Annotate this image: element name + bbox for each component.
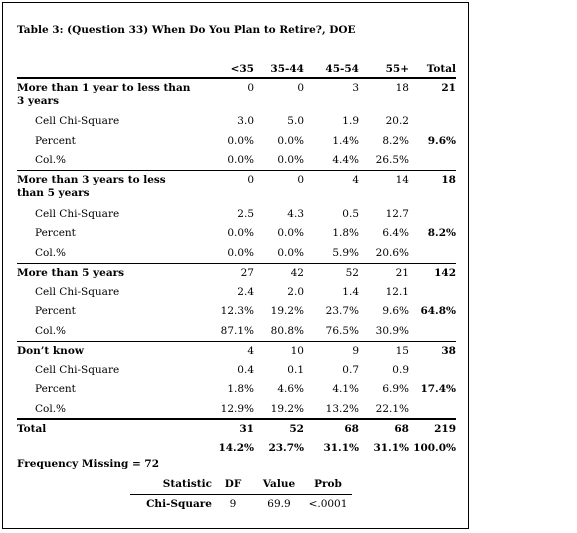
colpct-cell: 76.5% (325, 324, 359, 337)
frequency-missing: Frequency Missing = 72 (17, 458, 160, 470)
chi-cell: 5.0 (287, 115, 304, 127)
colpct-row (17, 244, 456, 264)
total-row (17, 419, 456, 439)
total-freq-cell: 219 (409, 419, 456, 439)
crosstab-table (17, 60, 456, 458)
empty-cell (409, 322, 456, 342)
total-label: Total (17, 419, 194, 439)
total-percent-row (17, 439, 456, 459)
colpct-cell: 12.9% (220, 402, 254, 415)
freq-cell: 4 (304, 171, 359, 205)
chi-cell: 0.4 (237, 363, 254, 376)
empty-cell (409, 283, 456, 303)
chi-row (17, 112, 456, 132)
stat-label: Col.% (35, 246, 67, 259)
pct-cell: 0.0% (277, 227, 304, 239)
freq-cell: 27 (194, 263, 254, 283)
pct-total-cell: 9.6% (427, 134, 456, 147)
colpct-row (17, 151, 456, 171)
header-col: 45-54 (304, 60, 359, 78)
header-col: <35 (194, 60, 254, 78)
stat-label: Col.% (35, 324, 67, 337)
total-pct-cell: 100.0% (413, 441, 456, 454)
freq-cell: 52 (304, 263, 359, 283)
chi-data-row (130, 495, 352, 515)
header-col: 55+ (359, 60, 409, 78)
chi-header: Prob (304, 478, 352, 495)
colpct-cell: 0.0% (277, 154, 304, 166)
colpct-cell: 0.0% (227, 246, 254, 259)
empty-cell (409, 205, 456, 225)
chi-row (17, 283, 456, 303)
pct-cell: 23.7% (325, 305, 359, 317)
pct-total-cell: 64.8% (420, 305, 456, 317)
empty-cell (409, 400, 456, 420)
empty-cell (409, 361, 456, 381)
stat-label: Col.% (35, 402, 67, 415)
stat-label: Percent (35, 227, 76, 239)
freq-total-cell: 142 (409, 263, 456, 283)
pct-cell: 4.6% (277, 383, 304, 395)
empty-cell (409, 151, 456, 171)
pct-cell: 12.3% (220, 305, 254, 317)
chi-row (17, 361, 456, 381)
colpct-row (17, 322, 456, 342)
colpct-cell: 19.2% (270, 402, 304, 415)
group-row (17, 78, 456, 112)
stat-label: Cell Chi-Square (35, 207, 120, 220)
chi-cell: 0.5 (342, 207, 359, 220)
chi-cell: 1.4 (342, 285, 359, 298)
chi-cell: 12.1 (385, 285, 409, 298)
group-row (17, 341, 456, 361)
total-freq-cell: 68 (304, 419, 359, 439)
chi-cell: 2.4 (237, 285, 254, 298)
pct-cell: 0.0% (227, 227, 254, 239)
group-label: More than 1 year to less than 3 years (17, 78, 194, 112)
freq-cell: 0 (254, 78, 304, 112)
header-row (17, 60, 456, 78)
colpct-cell: 30.9% (375, 324, 409, 337)
chi-value: 69.9 (267, 498, 291, 510)
freq-total-cell: 18 (409, 171, 456, 205)
total-pct-cell: 31.1% (323, 441, 359, 454)
freq-cell: 15 (359, 341, 409, 361)
colpct-cell: 26.5% (375, 154, 409, 166)
total-freq-cell: 52 (254, 419, 304, 439)
group-row (17, 263, 456, 283)
freq-cell: 9 (304, 341, 359, 361)
table-title: Table 3: (Question 33) When Do You Plan to Retire?, DOE (17, 24, 356, 36)
total-freq-cell: 31 (194, 419, 254, 439)
freq-cell: 42 (254, 263, 304, 283)
chi-prob: <.0001 (308, 498, 348, 510)
chi-cell: 1.9 (342, 115, 359, 127)
chi-cell: 12.7 (385, 207, 409, 220)
total-freq-cell: 68 (359, 419, 409, 439)
chi-cell: 2.5 (237, 207, 254, 220)
pct-cell: 19.2% (270, 305, 304, 317)
header-blank (17, 60, 194, 78)
total-pct-cell: 31.1% (373, 441, 409, 454)
colpct-cell: 22.1% (375, 402, 409, 415)
chi-cell: 20.2 (385, 115, 409, 127)
pct-total-cell: 17.4% (420, 383, 456, 395)
group-label: Don’t know (17, 341, 194, 361)
chi-header: Statistic (130, 478, 212, 495)
freq-cell: 10 (254, 341, 304, 361)
pct-cell: 8.2% (382, 134, 409, 147)
group-row (17, 171, 456, 205)
total-pct-cell: 23.7% (268, 441, 304, 454)
stat-label: Col.% (35, 154, 67, 166)
pct-cell: 6.4% (382, 227, 409, 239)
empty-cell (17, 439, 194, 459)
chi-stat-name: Chi-Square (146, 498, 212, 510)
empty-cell (409, 112, 456, 132)
empty-cell (409, 244, 456, 264)
chi-header: DF (212, 478, 254, 495)
percent-row (17, 132, 456, 152)
freq-cell: 0 (194, 78, 254, 112)
chi-cell: 0.1 (287, 363, 304, 376)
freq-cell: 4 (194, 341, 254, 361)
stat-label: Cell Chi-Square (35, 285, 120, 298)
header-col: 35-44 (254, 60, 304, 78)
chi-cell: 0.7 (342, 363, 359, 376)
freq-cell: 18 (359, 78, 409, 112)
stat-label: Cell Chi-Square (35, 115, 120, 127)
pct-cell: 6.9% (382, 383, 409, 395)
chi-cell: 0.9 (392, 363, 409, 376)
chi-df: 9 (229, 498, 237, 510)
percent-row (17, 380, 456, 400)
pct-cell: 1.8% (227, 383, 254, 395)
freq-cell: 14 (359, 171, 409, 205)
stat-label: Percent (35, 134, 76, 147)
stat-label: Percent (35, 305, 76, 317)
colpct-cell: 4.4% (332, 154, 359, 166)
pct-cell: 0.0% (277, 134, 304, 147)
colpct-cell: 13.2% (325, 402, 359, 415)
chi-row (17, 205, 456, 225)
colpct-cell: 80.8% (270, 324, 304, 337)
pct-total-cell: 8.2% (427, 227, 456, 239)
freq-cell: 21 (359, 263, 409, 283)
freq-cell: 0 (194, 171, 254, 205)
freq-cell: 0 (254, 171, 304, 205)
stat-label: Cell Chi-Square (35, 363, 120, 376)
chi-square-table (130, 478, 352, 515)
total-pct-cell: 14.2% (218, 441, 254, 454)
colpct-cell: 0.0% (277, 246, 304, 259)
freq-total-cell: 38 (409, 341, 456, 361)
group-label: More than 5 years (17, 263, 194, 283)
colpct-cell: 0.0% (227, 154, 254, 166)
pct-cell: 1.8% (332, 227, 359, 239)
chi-cell: 2.0 (287, 285, 304, 298)
colpct-cell: 87.1% (220, 324, 254, 337)
colpct-cell: 20.6% (375, 246, 409, 259)
chi-header: Value (254, 478, 304, 495)
chi-header-row (130, 478, 352, 495)
chi-cell: 3.0 (237, 115, 254, 127)
freq-total-cell: 21 (409, 78, 456, 112)
freq-cell: 3 (304, 78, 359, 112)
pct-cell: 1.4% (332, 134, 359, 147)
pct-cell: 0.0% (227, 134, 254, 147)
colpct-cell: 5.9% (332, 246, 359, 259)
chi-cell: 4.3 (287, 207, 304, 220)
percent-row (17, 224, 456, 244)
pct-cell: 4.1% (332, 383, 359, 395)
colpct-row (17, 400, 456, 420)
stat-label: Percent (35, 383, 76, 395)
percent-row (17, 302, 456, 322)
pct-cell: 9.6% (382, 305, 409, 317)
header-col: Total (409, 60, 456, 78)
group-label: More than 3 years to less than 5 years (17, 171, 194, 205)
